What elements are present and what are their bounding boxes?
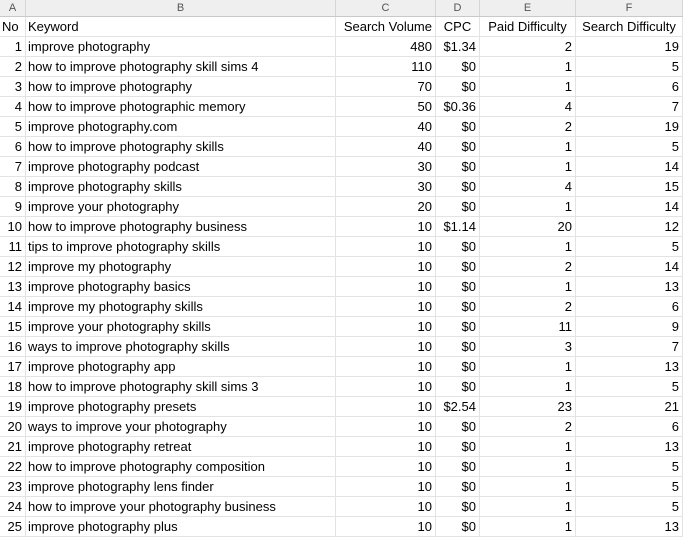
cell-search-volume[interactable]: 10 — [336, 457, 436, 477]
cell-search-difficulty[interactable]: 13 — [576, 517, 683, 537]
cell-cpc[interactable]: $2.54 — [436, 397, 480, 417]
cell-search-difficulty[interactable]: 6 — [576, 417, 683, 437]
cell-search-volume[interactable]: 10 — [336, 297, 436, 317]
cell-search-difficulty[interactable]: 5 — [576, 497, 683, 517]
table-row — [0, 177, 683, 197]
cell-search-difficulty[interactable]: 6 — [576, 297, 683, 317]
cell-keyword[interactable]: improve your photography — [26, 197, 336, 217]
cell-no[interactable]: 12 — [0, 257, 26, 277]
cell-search-volume[interactable]: 50 — [336, 97, 436, 117]
cell-search-volume[interactable]: 10 — [336, 417, 436, 437]
cell-search-volume[interactable]: 480 — [336, 37, 436, 57]
cell-keyword[interactable]: improve photography.com — [26, 117, 336, 137]
cell-no[interactable]: 2 — [0, 57, 26, 77]
cell-search-volume[interactable]: 10 — [336, 477, 436, 497]
cell-search-volume[interactable]: 10 — [336, 217, 436, 237]
cell-search-volume[interactable]: 110 — [336, 57, 436, 77]
cell-cpc[interactable]: $0.36 — [436, 97, 480, 117]
cell-paid-difficulty[interactable]: 20 — [480, 217, 576, 237]
cell-paid-difficulty[interactable]: 1 — [480, 197, 576, 217]
cell-paid-difficulty[interactable]: 1 — [480, 137, 576, 157]
cell-no[interactable]: 16 — [0, 337, 26, 357]
cell-keyword[interactable]: how to improve photographic memory — [26, 97, 336, 117]
cell-no[interactable]: 17 — [0, 357, 26, 377]
table-row — [0, 57, 683, 77]
cell-no[interactable]: 8 — [0, 177, 26, 197]
cell-cpc[interactable]: $0 — [436, 57, 480, 77]
table-row — [0, 457, 683, 477]
cell-keyword[interactable]: how to improve photography composition — [26, 457, 336, 477]
header-row — [0, 17, 683, 37]
cell-cpc[interactable]: $0 — [436, 457, 480, 477]
cell-keyword[interactable]: how to improve photography skills — [26, 137, 336, 157]
cell-keyword[interactable]: how to improve photography business — [26, 217, 336, 237]
cell-keyword[interactable]: improve photography presets — [26, 397, 336, 417]
cell-search-difficulty[interactable]: 21 — [576, 397, 683, 417]
cell-keyword[interactable]: improve photography skills — [26, 177, 336, 197]
cell-keyword[interactable]: improve photography — [26, 37, 336, 57]
cell-paid-difficulty[interactable]: 1 — [480, 497, 576, 517]
cell-cpc[interactable]: $0 — [436, 357, 480, 377]
table-row — [0, 257, 683, 277]
cell-search-volume[interactable]: 10 — [336, 277, 436, 297]
cell-paid-difficulty[interactable]: 4 — [480, 177, 576, 197]
cell-keyword[interactable]: improve photography plus — [26, 517, 336, 537]
cell-cpc[interactable]: $0 — [436, 497, 480, 517]
cell-paid-difficulty[interactable]: 23 — [480, 397, 576, 417]
cell-keyword[interactable]: improve your photography skills — [26, 317, 336, 337]
cell-paid-difficulty[interactable]: 1 — [480, 477, 576, 497]
table-row — [0, 137, 683, 157]
cell-no[interactable]: 18 — [0, 377, 26, 397]
cell-cpc[interactable]: $0 — [436, 197, 480, 217]
cell-search-difficulty[interactable]: 5 — [576, 237, 683, 257]
cell-search-volume[interactable]: 10 — [336, 377, 436, 397]
table-row — [0, 277, 683, 297]
cell-paid-difficulty[interactable]: 2 — [480, 37, 576, 57]
cell-cpc[interactable]: $0 — [436, 517, 480, 537]
cell-keyword[interactable]: improve photography basics — [26, 277, 336, 297]
cell-search-difficulty[interactable]: 12 — [576, 217, 683, 237]
cell-no[interactable]: 3 — [0, 77, 26, 97]
cell-search-difficulty[interactable]: 14 — [576, 257, 683, 277]
cell-search-difficulty[interactable]: 13 — [576, 357, 683, 377]
table-row — [0, 437, 683, 457]
table-row — [0, 477, 683, 497]
table-row — [0, 357, 683, 377]
cell-search-volume[interactable]: 30 — [336, 157, 436, 177]
cell-no[interactable]: 13 — [0, 277, 26, 297]
table-row — [0, 417, 683, 437]
cell-search-difficulty[interactable]: 9 — [576, 317, 683, 337]
column-header-d[interactable]: D — [436, 0, 480, 16]
cell-no[interactable]: 25 — [0, 517, 26, 537]
cell-paid-difficulty[interactable]: 1 — [480, 357, 576, 377]
cell-search-difficulty[interactable]: 5 — [576, 457, 683, 477]
cell-cpc[interactable]: $0 — [436, 137, 480, 157]
table-row — [0, 77, 683, 97]
cell-no[interactable]: 22 — [0, 457, 26, 477]
cell-no[interactable]: 15 — [0, 317, 26, 337]
cell-search-volume[interactable]: 10 — [336, 437, 436, 457]
header-cpc[interactable]: CPC — [436, 17, 480, 37]
cell-search-difficulty[interactable]: 5 — [576, 137, 683, 157]
cell-no[interactable]: 11 — [0, 237, 26, 257]
cell-paid-difficulty[interactable]: 1 — [480, 57, 576, 77]
cell-search-volume[interactable]: 40 — [336, 137, 436, 157]
cell-keyword[interactable]: how to improve photography — [26, 77, 336, 97]
cell-no[interactable]: 9 — [0, 197, 26, 217]
cell-search-volume[interactable]: 10 — [336, 337, 436, 357]
cell-no[interactable]: 24 — [0, 497, 26, 517]
cell-cpc[interactable]: $0 — [436, 297, 480, 317]
table-row — [0, 237, 683, 257]
cell-search-volume[interactable]: 40 — [336, 117, 436, 137]
header-no[interactable]: No — [0, 17, 26, 37]
cell-keyword[interactable]: how to improve your photography business — [26, 497, 336, 517]
cell-paid-difficulty[interactable]: 1 — [480, 277, 576, 297]
cell-no[interactable]: 5 — [0, 117, 26, 137]
table-row — [0, 157, 683, 177]
cell-cpc[interactable]: $0 — [436, 157, 480, 177]
cell-search-volume[interactable]: 10 — [336, 357, 436, 377]
cell-cpc[interactable]: $0 — [436, 317, 480, 337]
cell-search-difficulty[interactable]: 19 — [576, 117, 683, 137]
cell-search-difficulty[interactable]: 13 — [576, 437, 683, 457]
cell-cpc[interactable]: $0 — [436, 257, 480, 277]
column-header-c[interactable]: C — [336, 0, 436, 16]
cell-keyword[interactable]: tips to improve photography skills — [26, 237, 336, 257]
cell-keyword[interactable]: how to improve photography skill sims 4 — [26, 57, 336, 77]
table-row — [0, 37, 683, 57]
cell-no[interactable]: 23 — [0, 477, 26, 497]
cell-keyword[interactable]: how to improve photography skill sims 3 — [26, 377, 336, 397]
table-row — [0, 317, 683, 337]
cell-search-difficulty[interactable]: 5 — [576, 377, 683, 397]
header-keyword[interactable]: Keyword — [26, 17, 336, 37]
cell-paid-difficulty[interactable]: 2 — [480, 117, 576, 137]
table-row — [0, 517, 683, 537]
cell-paid-difficulty[interactable]: 3 — [480, 337, 576, 357]
cell-search-difficulty[interactable]: 6 — [576, 77, 683, 97]
cell-paid-difficulty[interactable]: 1 — [480, 237, 576, 257]
cell-paid-difficulty[interactable]: 4 — [480, 97, 576, 117]
table-row — [0, 117, 683, 137]
cell-keyword[interactable]: improve my photography skills — [26, 297, 336, 317]
cell-cpc[interactable]: $0 — [436, 477, 480, 497]
cell-search-difficulty[interactable]: 15 — [576, 177, 683, 197]
cell-search-volume[interactable]: 30 — [336, 177, 436, 197]
column-header-f[interactable]: F — [576, 0, 683, 16]
cell-paid-difficulty[interactable]: 1 — [480, 437, 576, 457]
cell-search-volume[interactable]: 10 — [336, 397, 436, 417]
table-row — [0, 497, 683, 517]
header-search-difficulty[interactable]: Search Difficulty — [576, 17, 683, 37]
cell-search-difficulty[interactable]: 13 — [576, 277, 683, 297]
cell-no[interactable]: 20 — [0, 417, 26, 437]
cell-cpc[interactable]: $0 — [436, 77, 480, 97]
data-rows — [0, 37, 683, 537]
cell-paid-difficulty[interactable]: 1 — [480, 457, 576, 477]
table-row — [0, 397, 683, 417]
cell-keyword[interactable]: improve photography podcast — [26, 157, 336, 177]
column-header-e[interactable]: E — [480, 0, 576, 16]
table-row — [0, 297, 683, 317]
cell-search-volume[interactable]: 10 — [336, 517, 436, 537]
cell-search-volume[interactable]: 70 — [336, 77, 436, 97]
cell-no[interactable]: 10 — [0, 217, 26, 237]
cell-paid-difficulty[interactable]: 1 — [480, 157, 576, 177]
cell-paid-difficulty[interactable]: 1 — [480, 77, 576, 97]
cell-search-volume[interactable]: 10 — [336, 257, 436, 277]
cell-paid-difficulty[interactable]: 1 — [480, 377, 576, 397]
header-paid-difficulty[interactable]: Paid Difficulty — [480, 17, 576, 37]
column-header-a[interactable]: A — [0, 0, 26, 16]
table-row — [0, 337, 683, 357]
cell-cpc[interactable]: $0 — [436, 177, 480, 197]
cell-search-difficulty[interactable]: 14 — [576, 157, 683, 177]
cell-keyword[interactable]: improve photography app — [26, 357, 336, 377]
cell-search-volume[interactable]: 10 — [336, 317, 436, 337]
cell-no[interactable]: 14 — [0, 297, 26, 317]
cell-cpc[interactable]: $0 — [436, 377, 480, 397]
cell-search-difficulty[interactable]: 5 — [576, 477, 683, 497]
cell-search-volume[interactable]: 20 — [336, 197, 436, 217]
cell-cpc[interactable]: $1.34 — [436, 37, 480, 57]
cell-no[interactable]: 1 — [0, 37, 26, 57]
table-row — [0, 197, 683, 217]
header-search-volume[interactable]: Search Volume — [336, 17, 436, 37]
cell-cpc[interactable]: $0 — [436, 237, 480, 257]
cell-search-difficulty[interactable]: 14 — [576, 197, 683, 217]
table-row — [0, 377, 683, 397]
table-row — [0, 217, 683, 237]
cell-paid-difficulty[interactable]: 11 — [480, 317, 576, 337]
cell-keyword[interactable]: ways to improve photography skills — [26, 337, 336, 357]
cell-cpc[interactable]: $0 — [436, 417, 480, 437]
cell-paid-difficulty[interactable]: 1 — [480, 517, 576, 537]
table-row — [0, 97, 683, 117]
cell-cpc[interactable]: $1.14 — [436, 217, 480, 237]
cell-keyword[interactable]: ways to improve your photography — [26, 417, 336, 437]
cell-no[interactable]: 7 — [0, 157, 26, 177]
cell-keyword[interactable]: improve photography lens finder — [26, 477, 336, 497]
cell-keyword[interactable]: improve my photography — [26, 257, 336, 277]
cell-cpc[interactable]: $0 — [436, 337, 480, 357]
cell-paid-difficulty[interactable]: 2 — [480, 417, 576, 437]
cell-paid-difficulty[interactable]: 2 — [480, 257, 576, 277]
cell-cpc[interactable]: $0 — [436, 277, 480, 297]
cell-search-difficulty[interactable]: 19 — [576, 37, 683, 57]
cell-no[interactable]: 4 — [0, 97, 26, 117]
cell-no[interactable]: 19 — [0, 397, 26, 417]
cell-search-volume[interactable]: 10 — [336, 497, 436, 517]
cell-search-difficulty[interactable]: 5 — [576, 57, 683, 77]
cell-search-difficulty[interactable]: 7 — [576, 97, 683, 117]
column-header-b[interactable]: B — [26, 0, 336, 16]
cell-no[interactable]: 21 — [0, 437, 26, 457]
cell-paid-difficulty[interactable]: 2 — [480, 297, 576, 317]
cell-search-volume[interactable]: 10 — [336, 237, 436, 257]
column-header-bar — [0, 0, 683, 17]
cell-search-difficulty[interactable]: 7 — [576, 337, 683, 357]
cell-cpc[interactable]: $0 — [436, 117, 480, 137]
cell-no[interactable]: 6 — [0, 137, 26, 157]
cell-keyword[interactable]: improve photography retreat — [26, 437, 336, 457]
cell-cpc[interactable]: $0 — [436, 437, 480, 457]
